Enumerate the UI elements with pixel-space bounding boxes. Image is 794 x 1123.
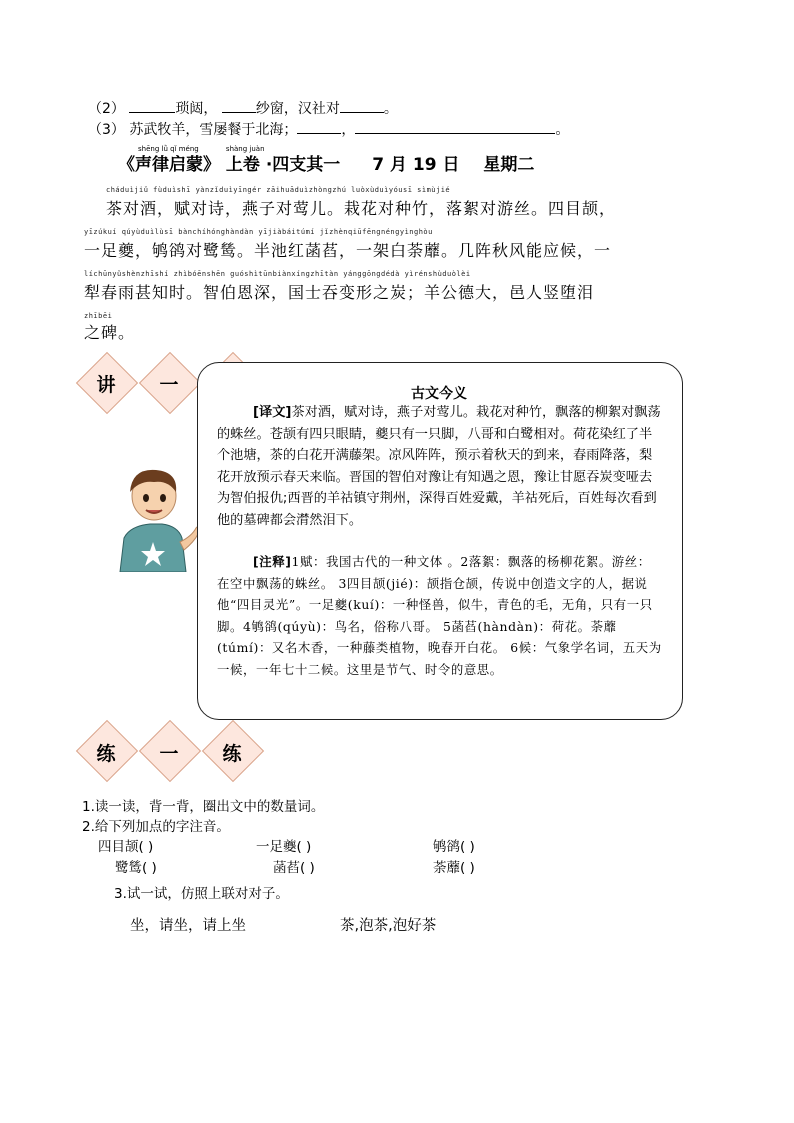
blank[interactable] — [340, 99, 384, 113]
exercise-3: 3.试一试，仿照上联对对子。 — [114, 886, 289, 902]
pinyin-answer-item[interactable]: 一足夔( ) — [256, 839, 312, 855]
date: 7 月 19 日 — [372, 155, 460, 175]
lesson-title: shēng lǜ qǐ méng 《声律启蒙》 shàng juàn 上卷 ·四支其一 7 月 19 日 星期二 — [118, 145, 535, 175]
exercise-2: 2.给下列加点的字注音。 — [82, 819, 230, 835]
notes-text: [注释]1赋：我国古代的一种文体 。2落絮：飘落的杨柳花絮。游丝：在空中飘荡的蛛丝。 3四目颉(jié)：颉指仓颉，传说中创造文字的人，据说他“四目灵光”。一足夔(kuí)：一种怪兽，似牛，青色的毛，无角，只有一只脚。4鸲鹆(qúyù)：鸟名，俗称八哥。 5菡萏(hàndàn)：荷花。荼蘼(túmí)：又名木香，一种藤类植物，晚春开白花。 6候：气象学名词，五天为一候，一年七十二候。这里是节气、时令的意思。 — [217, 554, 662, 677]
box-title: 古文今义 — [411, 386, 467, 402]
pinyin-row: zhībēi — [84, 312, 113, 320]
exercise-1: 1.读一读，背一背，圈出文中的数量词。 — [82, 799, 325, 815]
section-header-jiang: 讲 一 — [76, 352, 276, 416]
blank[interactable] — [297, 120, 341, 134]
poem-line: 一足夔，鸲鹆对鹭鸶。半池红菡萏，一架白荼蘼。几阵秋风能应候，一 — [84, 241, 612, 260]
pinyin-answer-item[interactable]: 鸲鹆( ) — [433, 839, 475, 855]
fill-line-3: （3） 苏武牧羊，雪屡餐于北海； ， 。 — [88, 122, 570, 138]
poem-line: 犁春雨甚知时。智伯恩深，国士吞变形之炭；羊公德大，邑人竖堕泪 — [84, 283, 595, 302]
weekday: 星期二 — [483, 155, 535, 175]
pinyin-answer-item[interactable]: 鹭鸶( ) — [115, 860, 157, 876]
blank[interactable] — [355, 120, 555, 134]
book-title: shēng lǜ qǐ méng 《声律启蒙》 — [118, 145, 220, 175]
pinyin-row: líchūnyǔshènzhīshí zhìbóēnshēn guóshìtūnbiànxíngzhītàn yánggōngdédà yìrénshùduòlèi — [84, 270, 471, 278]
cartoon-boy-illustration — [110, 462, 202, 572]
pinyin-row: yīzúkuí qúyùduìlùsī bànchíhónghàndàn yījiàbáitúmí jǐzhènqiūfēngnéngyìnghòu — [84, 228, 433, 236]
blank[interactable] — [222, 99, 256, 113]
poem — [84, 186, 724, 343]
volume: shàng juàn 上卷 — [225, 145, 265, 175]
pinyin-answer-item[interactable]: 荼蘼( ) — [433, 860, 475, 876]
section-header-lian: 练 一 练 — [76, 720, 276, 784]
pinyin-row: cháduìjiǔ fùduìshī yànzǐduìyīngér zāihuāduìzhòngzhú luòxùduìyóusī sìmùjié — [106, 186, 451, 194]
translation-text: [译文]茶对酒，赋对诗，燕子对莺儿。栽花对种竹，飘落的柳絮对飘荡的蛛丝。苍颉有四只眼睛，夔只有一只脚，八哥和白鹭相对。荷花染红了半个池塘，茶的白花开满藤架。凉风阵阵，预示着秋天的到来，春雨降落，梨花开放预示春天来临。晋国的智伯对豫让有知遇之恩，豫让甘愿吞炭变哑去为智伯报仇;西晋的羊祜镇守荆州，深得百姓爱戴，羊祜死后，百姓每次看到他的墓碑都会潸然泪下。 — [217, 405, 661, 528]
couplet-example-right: 茶,泡茶,泡好茶 — [340, 918, 437, 934]
pinyin-answer-item[interactable]: 菡萏( ) — [273, 860, 315, 876]
pinyin-answer-item[interactable]: 四目颉( ) — [98, 839, 154, 855]
poem-line: 茶对酒，赋对诗，燕子对莺儿。栽花对种竹，落絮对游丝。四目颉， — [106, 199, 617, 218]
poem-line: 之碑。 — [84, 323, 136, 342]
blank[interactable] — [129, 99, 175, 113]
fill-line-2: （2） 琐闼， 纱窗，汉社对 。 — [88, 101, 398, 117]
couplet-example-left: 坐，请坐，请上坐 — [130, 918, 246, 934]
